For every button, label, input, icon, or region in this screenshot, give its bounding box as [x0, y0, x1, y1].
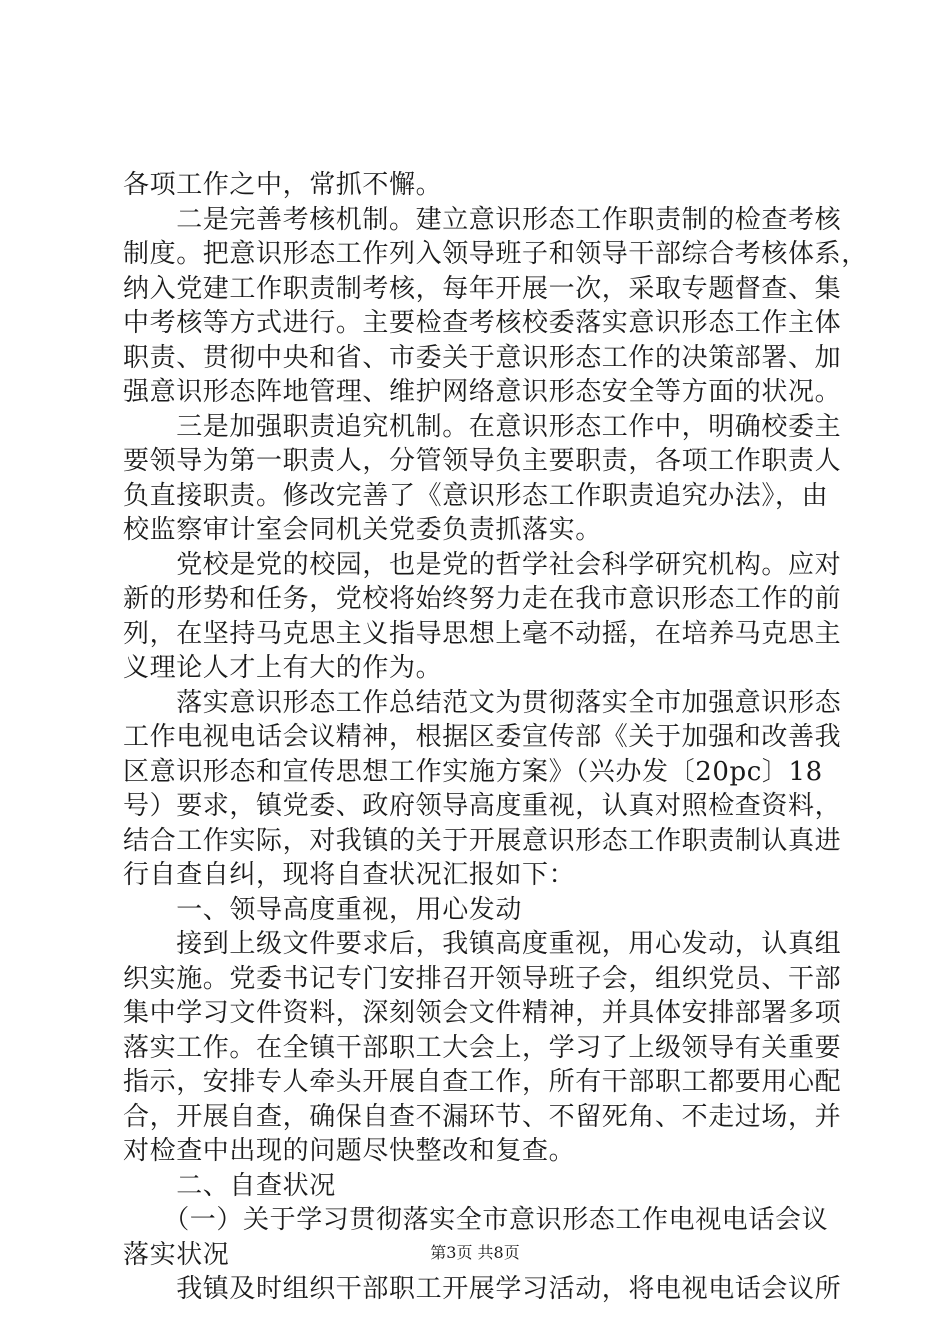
text-line: 中考核等方式进行。主要检查考核校委落实意识形态工作主体	[123, 308, 842, 338]
section-heading: 一、领导高度重视，用心发动	[123, 894, 523, 925]
text-line: 集中学习文件资料，深刻领会文件精神，并具体安排部署多项	[123, 998, 842, 1028]
subsection-heading: 落实状况	[123, 1239, 230, 1270]
text-line: 各项工作之中，常抓不懈。	[123, 170, 443, 200]
text-line: 制度。把意识形态工作列入领导班子和领导干部综合考核体系，	[123, 239, 868, 269]
text-line: 校监察审计室会同机关党委负责抓落实。	[123, 515, 602, 545]
text-line: 列，在坚持马克思主义指导思想上毫不动摇，在培养马克思主	[123, 618, 842, 649]
text-line: 落实意识形态工作总结范文为贯彻落实全市加强意识形态	[123, 687, 842, 718]
text-line: 对检查中出现的问题尽快整改和复查。	[123, 1136, 576, 1166]
text-line: 党校是党的校园，也是党的哲学社会科学研究机构。应对	[123, 549, 842, 580]
text-line: 纳入党建工作职责制考核，每年开展一次，采取专题督查、集	[123, 273, 842, 304]
text-line: 工作电视电话会议精神，根据区委宣传部《关于加强和改善我	[123, 722, 842, 752]
text-line: 新的形势和任务，党校将始终努力走在我市意识形态工作的前	[123, 584, 842, 614]
text-line: 指示，安排专人牵头开展自查工作，所有干部职工都要用心配	[123, 1067, 842, 1097]
text-line: 号）要求，镇党委、政府领导高度重视，认真对照检查资料，	[123, 791, 842, 821]
text-line: 合，开展自查，确保自查不漏环节、不留死角、不走过场，并	[123, 1101, 842, 1132]
text-line: 结合工作实际，对我镇的关于开展意识形态工作职责制认真进	[123, 825, 842, 856]
text-line: 负直接职责。修改完善了《意识形态工作职责追究办法》，由	[123, 480, 829, 511]
document-body	[123, 168, 868, 1307]
text-line: 行自查自纠，现将自查状况汇报如下：	[123, 860, 576, 890]
text-line: 三是加强职责追究机制。在意识形态工作中，明确校委主	[123, 411, 842, 442]
text-line: 落实工作。在全镇干部职工大会上，学习了上级领导有关重要	[123, 1032, 842, 1063]
text-line: 区意识形态和宣传思想工作实施方案》（兴办发〔20pc〕18	[123, 756, 823, 787]
text-line: 义理论人才上有大的作为。	[123, 653, 443, 683]
text-line: 接到上级文件要求后，我镇高度重视，用心发动，认真组	[123, 929, 842, 959]
text-line: 我镇及时组织干部职工开展学习活动，将电视电话会议所	[123, 1274, 842, 1304]
text-line: 职责、贯彻中央和省、市委关于意识形态工作的决策部署、加	[123, 342, 842, 373]
section-heading: 二、自查状况	[123, 1170, 336, 1201]
page-number-footer: 第3页 共8页	[430, 1243, 520, 1262]
text-line: 织实施。党委书记专门安排召开领导班子会，组织党员、干部	[123, 963, 842, 994]
subsection-heading: （一）关于学习贯彻落实全市意识形态工作电视电话会议	[123, 1205, 829, 1235]
text-line: 强意识形态阵地管理、维护网络意识形态安全等方面的状况。	[123, 377, 842, 407]
text-line: 二是完善考核机制。建立意识形态工作职责制的检查考核	[123, 204, 842, 235]
text-line: 要领导为第一职责人，分管领导负主要职责，各项工作职责人	[123, 446, 842, 476]
